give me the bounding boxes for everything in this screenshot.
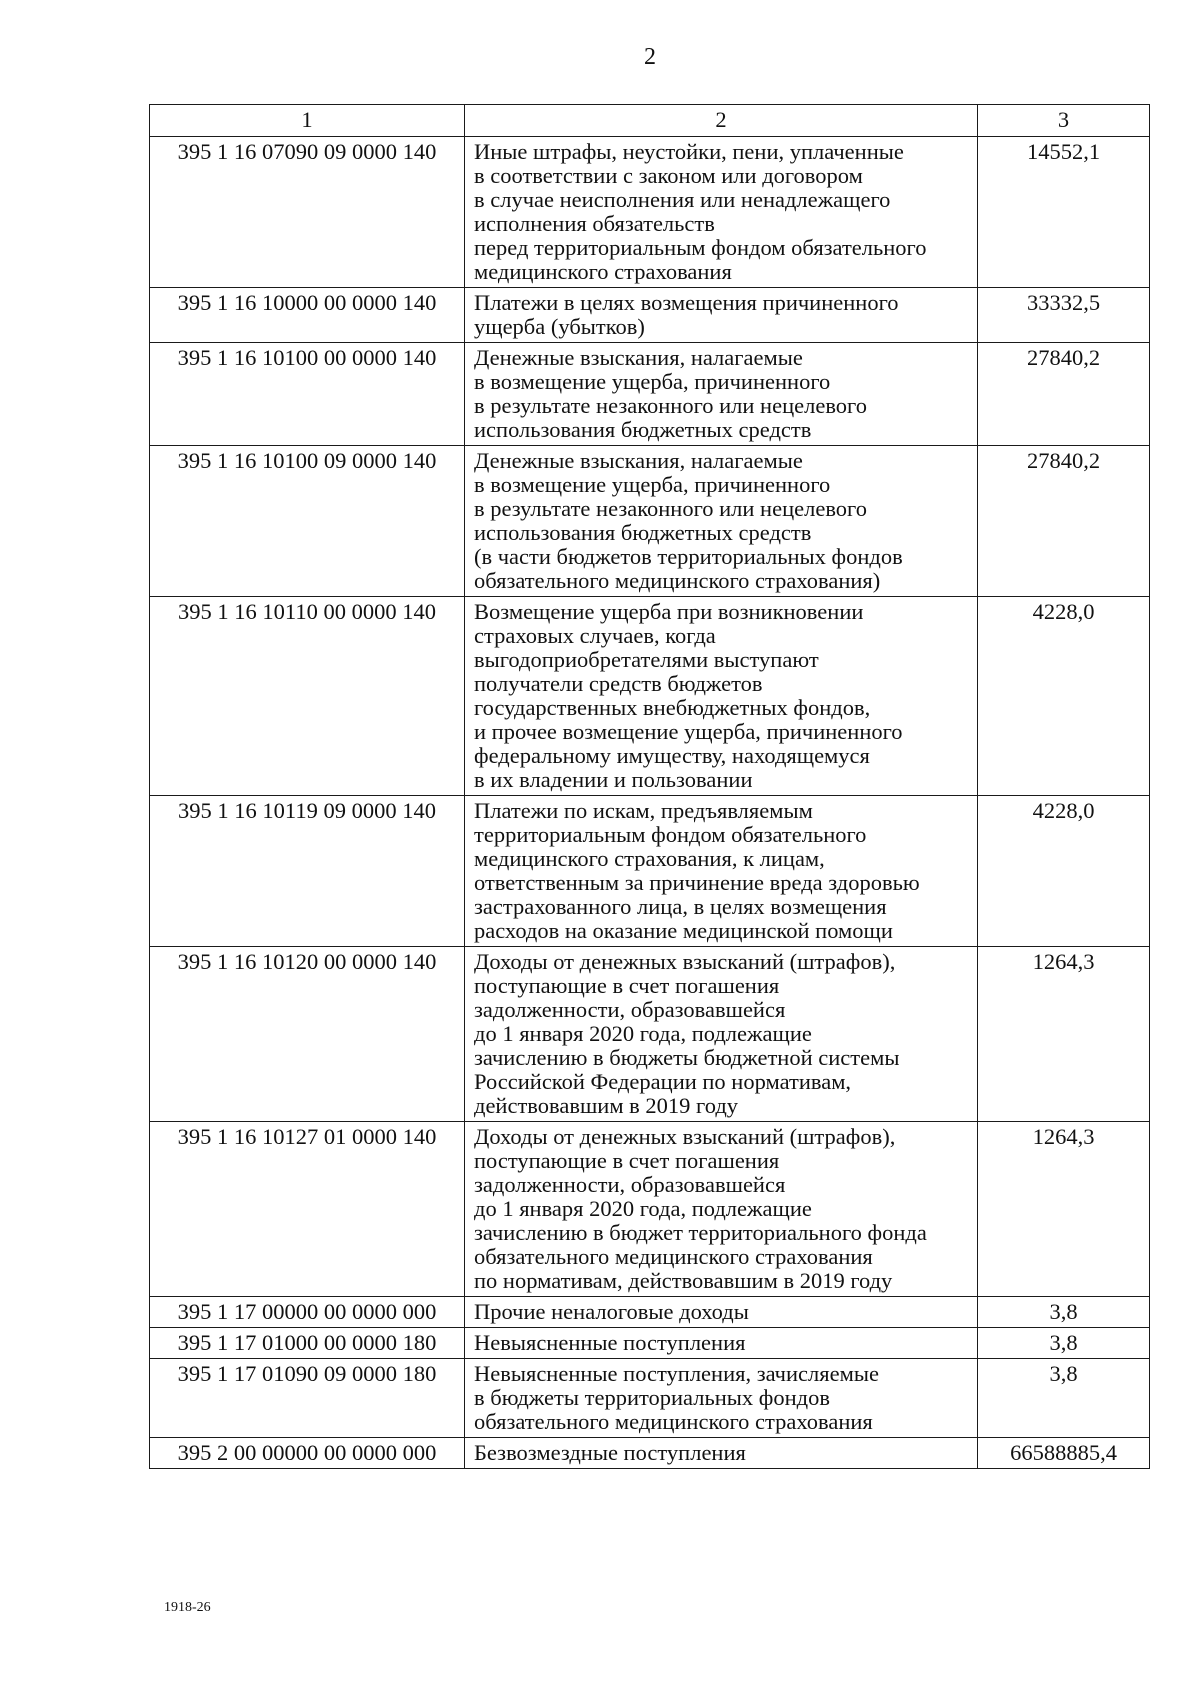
- row-amount: 66588885,4: [978, 1438, 1150, 1469]
- row-amount: 3,8: [978, 1359, 1150, 1438]
- row-amount: 3,8: [978, 1328, 1150, 1359]
- header-col-name: 2: [465, 105, 978, 137]
- row-code: 395 1 16 07090 09 0000 140: [150, 137, 465, 288]
- header-row: [150, 105, 1150, 137]
- row-code: 395 1 17 01000 00 0000 180: [150, 1328, 465, 1359]
- row-code: 395 1 16 10000 00 0000 140: [150, 288, 465, 343]
- row-amount: 1264,3: [978, 1122, 1150, 1297]
- row-amount: 33332,5: [978, 288, 1150, 343]
- row-amount: 4228,0: [978, 796, 1150, 947]
- header-col-code: 1: [150, 105, 465, 137]
- row-code: 395 1 17 01090 09 0000 180: [150, 1359, 465, 1438]
- table-row: [150, 137, 1150, 288]
- row-code: 395 1 16 10119 09 0000 140: [150, 796, 465, 947]
- table-row: [150, 1438, 1150, 1469]
- row-code: 395 1 16 10100 09 0000 140: [150, 446, 465, 597]
- row-amount: 4228,0: [978, 597, 1150, 796]
- table-header: [150, 105, 1150, 137]
- header-col-amount: 3: [978, 105, 1150, 137]
- table-body: [150, 137, 1150, 1469]
- table-row: [150, 1122, 1150, 1297]
- row-name: Доходы от денежных взысканий (штрафов), поступающие в счет погашения задолженности, образовавшейся до 1 января 2020 года, подлежащие зачислению в бюджеты бюджетной системы Российской Федерации по нормативам, действовавшим в 2019 году: [465, 947, 978, 1122]
- row-name: Невыясненные поступления: [465, 1328, 978, 1359]
- table-row: [150, 947, 1150, 1122]
- table-row: [150, 446, 1150, 597]
- row-name: Иные штрафы, неустойки, пени, уплаченные в соответствии с законом или договором в случае неисполнения или ненадлежащего исполнения обязательств перед территориальным фондом обязательного медицинского страхования: [465, 137, 978, 288]
- row-amount: 1264,3: [978, 947, 1150, 1122]
- row-amount: 14552,1: [978, 137, 1150, 288]
- budget-table: [149, 104, 1150, 1469]
- row-code: 395 1 16 10120 00 0000 140: [150, 947, 465, 1122]
- page-number: 2: [644, 44, 656, 70]
- table-row: [150, 796, 1150, 947]
- row-code: 395 2 00 00000 00 0000 000: [150, 1438, 465, 1469]
- document-code: 1918-26: [164, 1600, 211, 1615]
- table-row: [150, 343, 1150, 446]
- row-amount: 3,8: [978, 1297, 1150, 1328]
- row-name: Денежные взыскания, налагаемые в возмещение ущерба, причиненного в результате незаконного или нецелевого использования бюджетных средств (в части бюджетов территориальных фондов обязательного медицинского страхования): [465, 446, 978, 597]
- table-row: [150, 1328, 1150, 1359]
- row-name: Доходы от денежных взысканий (штрафов), поступающие в счет погашения задолженности, образовавшейся до 1 января 2020 года, подлежащие зачислению в бюджет территориального фонда обязательного медицинского страхования по нормативам, действовавшим в 2019 году: [465, 1122, 978, 1297]
- table-row: [150, 1359, 1150, 1438]
- row-amount: 27840,2: [978, 343, 1150, 446]
- row-name: Платежи по искам, предъявляемым территориальным фондом обязательного медицинского страхования, к лицам, ответственным за причинение вреда здоровью застрахованного лица, в целях возмещения расходов на оказание медицинской помощи: [465, 796, 978, 947]
- row-name: Возмещение ущерба при возникновении страховых случаев, когда выгодоприобретателями выступают получатели средств бюджетов государственных внебюджетных фондов, и прочее возмещение ущерба, причиненного федеральному имуществу, находящемуся в их владении и пользовании: [465, 597, 978, 796]
- row-code: 395 1 16 10100 00 0000 140: [150, 343, 465, 446]
- row-name: Безвозмездные поступления: [465, 1438, 978, 1469]
- row-name: Прочие неналоговые доходы: [465, 1297, 978, 1328]
- table-row: [150, 288, 1150, 343]
- table-row: [150, 597, 1150, 796]
- row-code: 395 1 16 10127 01 0000 140: [150, 1122, 465, 1297]
- row-name: Невыясненные поступления, зачисляемые в бюджеты территориальных фондов обязательного медицинского страхования: [465, 1359, 978, 1438]
- row-code: 395 1 16 10110 00 0000 140: [150, 597, 465, 796]
- table-row: [150, 1297, 1150, 1328]
- row-name: Платежи в целях возмещения причиненного ущерба (убытков): [465, 288, 978, 343]
- row-amount: 27840,2: [978, 446, 1150, 597]
- row-code: 395 1 17 00000 00 0000 000: [150, 1297, 465, 1328]
- row-name: Денежные взыскания, налагаемые в возмещение ущерба, причиненного в результате незаконного или нецелевого использования бюджетных средств: [465, 343, 978, 446]
